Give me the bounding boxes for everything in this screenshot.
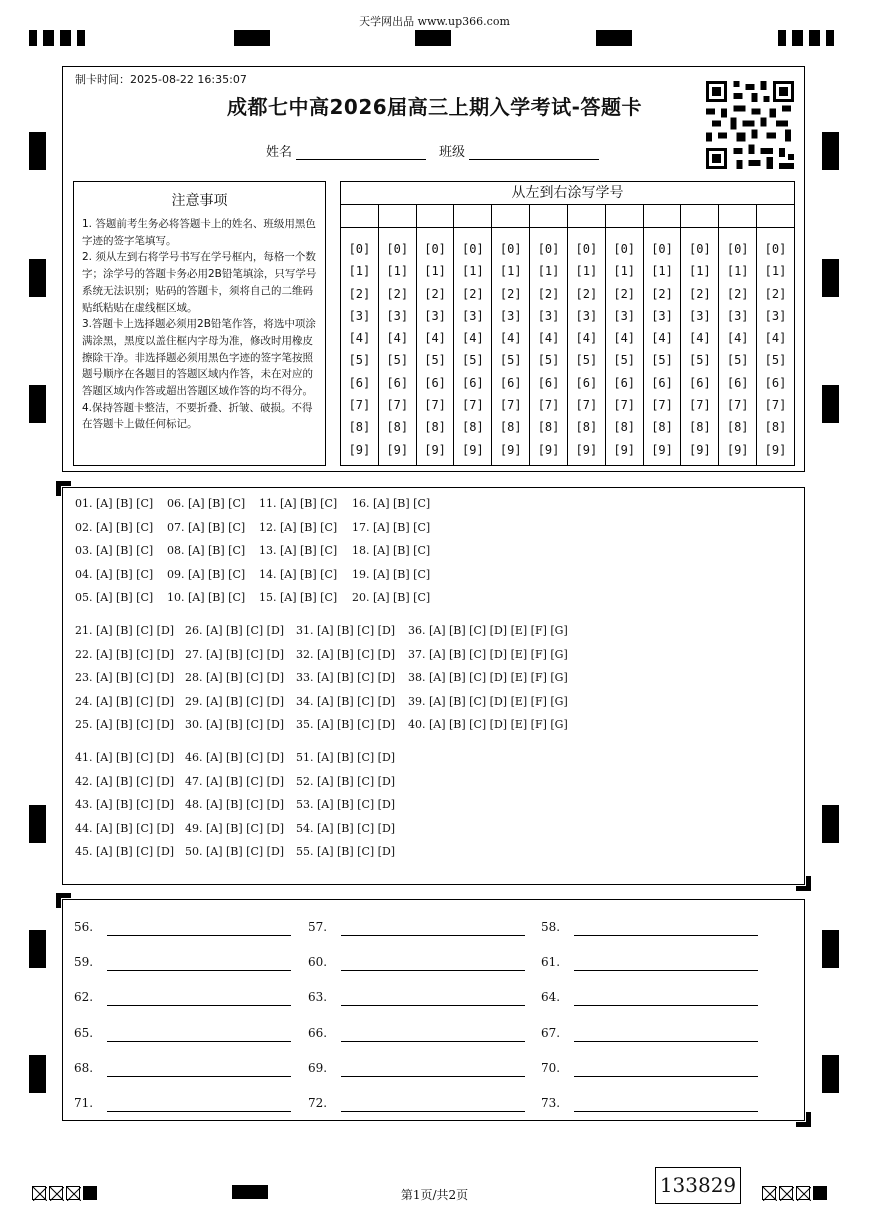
digit-bubble[interactable]: [7] [348, 398, 371, 413]
digit-bubble[interactable]: [4] [537, 331, 560, 346]
student-id-write-cell[interactable] [719, 205, 756, 228]
digit-bubble[interactable]: [0] [689, 242, 711, 256]
digit-bubble[interactable]: [7] [386, 398, 409, 413]
digit-bubble[interactable]: [4] [613, 331, 636, 346]
fill-in-answer-line[interactable] [574, 1005, 758, 1006]
digit-bubble[interactable]: [9] [575, 442, 598, 457]
class-line[interactable] [469, 143, 599, 160]
fill-in-answer-line[interactable] [341, 1005, 525, 1006]
choice-question[interactable]: 42. [A] [B] [C] [D] [75, 774, 175, 788]
choice-question[interactable]: 06. [A] [B] [C] [167, 497, 246, 510]
side-mark [822, 132, 839, 170]
digit-bubble[interactable]: [2] [462, 286, 484, 301]
digit-bubble[interactable]: [1] [575, 264, 598, 279]
digit-bubble[interactable]: [7] [499, 398, 522, 413]
student-id-write-cell[interactable] [530, 205, 567, 228]
digit-bubble[interactable]: [0] [726, 242, 749, 256]
timing-marks-top-right [778, 30, 834, 46]
student-id-column [681, 205, 719, 465]
digit-bubble[interactable]: [1] [424, 264, 446, 279]
choice-question[interactable]: 53. [A] [B] [C] [D] [296, 798, 396, 811]
digit-bubble[interactable]: [0] [348, 242, 371, 256]
fill-in-answer-line[interactable] [107, 1111, 291, 1112]
fill-in-answer-line[interactable] [107, 1076, 291, 1077]
note-item: 4.保持答题卡整洁，不要折叠、折皱、破损。不得在答题卡上做任何标记。 [82, 401, 313, 431]
digit-bubble[interactable]: [5] [613, 353, 636, 368]
digit-bubble[interactable]: [1] [386, 264, 409, 279]
digit-bubble[interactable]: [2] [613, 286, 636, 301]
digit-bubble[interactable]: [1] [764, 264, 787, 279]
choice-question[interactable]: 07. [A] [B] [C] [167, 520, 246, 534]
digit-bubble[interactable]: [4] [689, 331, 711, 346]
digit-bubble[interactable]: [9] [462, 442, 484, 457]
digit-bubble[interactable]: [1] [499, 264, 522, 279]
fill-in-number: 61. [541, 955, 561, 970]
digit-bubble[interactable]: [2] [499, 286, 522, 301]
fill-in-number: 72. [308, 1096, 328, 1110]
digit-bubble[interactable]: [9] [348, 442, 371, 457]
fill-in-answer-line[interactable] [574, 1041, 758, 1042]
x-box-icon [779, 1186, 793, 1200]
digit-bubble[interactable]: [7] [424, 398, 446, 413]
choice-question[interactable]: 31. [A] [B] [C] [D] [296, 624, 396, 637]
digit-bubble[interactable]: [0] [424, 242, 446, 256]
fill-in-number: 59. [74, 955, 94, 970]
fill-in-section [62, 899, 805, 1121]
choice-question[interactable]: 47. [A] [B] [C] [D] [185, 774, 285, 788]
choice-question[interactable]: 18. [A] [B] [C] [352, 544, 431, 557]
side-mark [29, 385, 46, 423]
digit-bubbles [341, 238, 378, 461]
choice-question[interactable]: 40. [A] [B] [C] [D] [E] [F] [G] [408, 718, 568, 731]
digit-bubble[interactable]: [9] [764, 442, 787, 457]
fill-in-number: 57. [308, 920, 328, 934]
choice-question[interactable]: 35. [A] [B] [C] [D] [296, 718, 396, 731]
digit-bubble[interactable]: [8] [348, 420, 371, 435]
student-id-column [379, 205, 417, 465]
digit-bubble[interactable]: [2] [764, 286, 787, 301]
choice-question[interactable]: 20. [A] [B] [C] [352, 591, 431, 604]
digit-bubble[interactable]: [6] [726, 375, 749, 390]
choice-question[interactable]: 41. [A] [B] [C] [D] [75, 751, 175, 764]
fill-in-answer-line[interactable] [574, 935, 758, 936]
digit-bubble[interactable]: [2] [689, 286, 711, 301]
digit-bubble[interactable]: [2] [348, 286, 371, 301]
fill-in-number: 69. [308, 1060, 328, 1075]
note-item: 3.答题卡上选择题必须用2B铅笔作答，将选中项涂满涂黑，黑度以盖住框内字母为准，修改时用橡皮擦除干净。非选择题必须用黑色字迹的签字笔按照题号顺序在各题目的答题区域内作答，未在对应的答题区域内作答或超出答题区域作答的均不得分。 [82, 318, 316, 398]
digit-bubble[interactable]: [6] [424, 375, 446, 390]
side-mark [822, 385, 839, 423]
digit-bubble[interactable]: [8] [726, 420, 749, 435]
digit-bubbles [568, 238, 605, 461]
student-id-column [417, 205, 455, 465]
digit-bubble[interactable]: [3] [689, 308, 711, 323]
choice-question[interactable]: 34. [A] [B] [C] [D] [296, 694, 396, 708]
choice-question[interactable]: 29. [A] [B] [C] [D] [185, 694, 285, 708]
digit-bubble[interactable]: [6] [613, 375, 636, 390]
digit-bubble[interactable]: [4] [462, 331, 484, 346]
digit-bubble[interactable]: [6] [764, 375, 787, 390]
student-id-write-cell[interactable] [454, 205, 491, 228]
note-item: 1. 答题前考生务必将答题卡上的姓名、班级用黑色字迹的签字笔填写。 [82, 218, 316, 247]
side-mark [29, 1055, 46, 1093]
digit-bubble[interactable]: [9] [726, 442, 749, 457]
fill-in-answer-line[interactable] [574, 1076, 758, 1077]
digit-bubble[interactable]: [5] [348, 353, 371, 368]
choice-question[interactable]: 21. [A] [B] [C] [D] [75, 624, 175, 637]
choice-question[interactable]: 45. [A] [B] [C] [D] [75, 845, 175, 858]
fill-in-number: 62. [74, 990, 94, 1005]
digit-bubble[interactable]: [8] [462, 420, 484, 435]
digit-bubble[interactable]: [9] [689, 442, 711, 457]
choice-question[interactable]: 52. [A] [B] [C] [D] [296, 774, 396, 788]
digit-bubble[interactable]: [3] [537, 308, 560, 323]
digit-bubble[interactable]: [5] [575, 353, 598, 368]
digit-bubble[interactable]: [9] [613, 442, 636, 457]
fill-in-number: 64. [541, 990, 561, 1005]
digit-bubble[interactable]: [2] [575, 286, 598, 301]
x-box-icon [762, 1186, 776, 1200]
qr-code-icon [706, 81, 794, 169]
timing-mark [234, 30, 270, 46]
notes-box [73, 181, 326, 466]
class-label: 班级 [439, 145, 466, 160]
choice-question[interactable]: 12. [A] [B] [C] [259, 520, 338, 534]
side-mark [822, 930, 839, 968]
side-mark [29, 930, 46, 968]
digit-bubble[interactable]: [3] [462, 308, 484, 323]
digit-bubble[interactable]: [4] [651, 331, 673, 346]
made-time: 制卡时间：2025-08-22 16:35:07 [75, 73, 247, 86]
digit-bubble[interactable]: [2] [651, 286, 673, 301]
fill-in-answer-line[interactable] [107, 970, 291, 971]
digit-bubble[interactable]: [1] [726, 264, 749, 279]
digit-bubble[interactable]: [1] [348, 264, 371, 279]
digit-bubbles [530, 238, 567, 461]
digit-bubble[interactable]: [7] [537, 398, 560, 413]
choice-question[interactable]: 01. [A] [B] [C] [75, 497, 154, 510]
choice-question[interactable]: 49. [A] [B] [C] [D] [185, 821, 285, 835]
footer-marks-right [762, 1185, 827, 1204]
digit-bubble[interactable]: [3] [499, 308, 522, 323]
digit-bubble[interactable]: [2] [386, 286, 409, 301]
choice-question[interactable]: 17. [A] [B] [C] [352, 520, 431, 534]
digit-bubbles [492, 238, 529, 461]
student-id-write-cell[interactable] [568, 205, 605, 228]
digit-bubble[interactable]: [8] [764, 420, 787, 435]
digit-bubble[interactable]: [8] [537, 420, 560, 435]
digit-bubble[interactable]: [9] [386, 442, 409, 457]
digit-bubble[interactable]: [0] [386, 242, 409, 256]
digit-bubble[interactable]: [6] [689, 375, 711, 390]
choice-question[interactable]: 55. [A] [B] [C] [D] [296, 845, 396, 858]
corner-mark [56, 893, 61, 908]
timing-marks-top-left [29, 30, 85, 46]
digit-bubble[interactable]: [2] [537, 286, 560, 301]
digit-bubble[interactable]: [1] [651, 264, 673, 279]
digit-bubble[interactable]: [9] [499, 442, 522, 457]
note-item: 2. 须从左到右将学号书写在学号框内，每格一个数字；涂学号的答题卡务必用2B铅笔填涂，只写学号系统无法识别；贴码的答题卡，须将自己的二维码贴纸粘贴在虚线框区域。 [82, 251, 317, 314]
fill-in-number: 58. [541, 920, 561, 934]
student-id-write-cell[interactable] [379, 205, 416, 228]
side-mark [29, 132, 46, 170]
digit-bubble[interactable]: [2] [726, 286, 749, 301]
digit-bubble[interactable]: [8] [689, 420, 711, 435]
digit-bubble[interactable]: [7] [764, 398, 787, 413]
fill-in-number: 67. [541, 1025, 561, 1040]
digit-bubble[interactable]: [7] [689, 398, 711, 413]
choice-question[interactable]: 02. [A] [B] [C] [75, 520, 154, 534]
digit-bubble[interactable]: [5] [764, 353, 787, 368]
digit-bubble[interactable]: [4] [575, 331, 598, 346]
choice-question[interactable]: 48. [A] [B] [C] [D] [185, 798, 285, 811]
fill-in-number: 70. [541, 1060, 561, 1075]
digit-bubble[interactable]: [4] [348, 331, 371, 346]
fill-in-answer-line[interactable] [574, 1111, 758, 1112]
fill-in-number: 63. [308, 990, 328, 1005]
digit-bubble[interactable]: [1] [689, 264, 711, 279]
digit-bubble[interactable]: [0] [651, 242, 673, 256]
choice-question[interactable]: 08. [A] [B] [C] [167, 544, 246, 557]
choice-question[interactable]: 51. [A] [B] [C] [D] [296, 751, 396, 764]
student-id-write-cell[interactable] [757, 205, 794, 228]
digit-bubble[interactable]: [8] [424, 420, 446, 435]
digit-bubble[interactable]: [5] [726, 353, 749, 368]
digit-bubble[interactable]: [5] [386, 353, 409, 368]
choice-question[interactable]: 30. [A] [B] [C] [D] [185, 718, 285, 731]
digit-bubble[interactable]: [6] [462, 375, 484, 390]
choice-question[interactable]: 15. [A] [B] [C] [259, 591, 338, 604]
digit-bubble[interactable]: [3] [348, 308, 371, 323]
choice-question[interactable]: 09. [A] [B] [C] [167, 567, 246, 581]
choice-question[interactable]: 24. [A] [B] [C] [D] [75, 694, 175, 708]
student-id-column [530, 205, 568, 465]
fill-in-number: 71. [74, 1096, 94, 1110]
watermark-text: 天学网出品 www.up366.com [359, 15, 510, 28]
fill-in-number: 66. [308, 1025, 328, 1040]
student-id-write-cell[interactable] [606, 205, 643, 228]
digit-bubble[interactable]: [6] [651, 375, 673, 390]
digit-bubble[interactable]: [5] [499, 353, 522, 368]
digit-bubbles [757, 238, 794, 461]
digit-bubble[interactable]: [6] [386, 375, 409, 390]
digit-bubble[interactable]: [9] [651, 442, 673, 457]
digit-bubble[interactable]: [8] [499, 420, 522, 435]
digit-bubble[interactable]: [4] [499, 331, 522, 346]
digit-bubble[interactable]: [8] [613, 420, 636, 435]
digit-bubble[interactable]: [8] [575, 420, 598, 435]
digit-bubble[interactable]: [3] [651, 308, 673, 323]
side-mark [822, 259, 839, 297]
class-field[interactable] [439, 141, 599, 160]
choice-question[interactable]: 32. [A] [B] [C] [D] [296, 647, 396, 661]
digit-bubble[interactable]: [3] [764, 308, 787, 323]
choice-question[interactable]: 03. [A] [B] [C] [75, 544, 154, 557]
choice-question[interactable]: 37. [A] [B] [C] [D] [E] [F] [G] [408, 647, 568, 661]
digit-bubble[interactable]: [0] [575, 242, 598, 256]
digit-bubble[interactable]: [3] [613, 308, 636, 323]
digit-bubble[interactable]: [3] [726, 308, 749, 323]
digit-bubble[interactable]: [5] [651, 353, 673, 368]
student-id-column [341, 205, 379, 465]
student-id-column [492, 205, 530, 465]
student-id-column [644, 205, 682, 465]
corner-mark [806, 1112, 811, 1127]
student-id-write-cell[interactable] [644, 205, 681, 228]
choice-question[interactable]: 14. [A] [B] [C] [259, 567, 338, 581]
digit-bubble[interactable]: [5] [424, 353, 446, 368]
digit-bubble[interactable]: [7] [651, 398, 673, 413]
student-id-column [757, 205, 794, 465]
digit-bubble[interactable]: [7] [462, 398, 484, 413]
student-id-column [606, 205, 644, 465]
digit-bubble[interactable]: [8] [651, 420, 673, 435]
choice-question[interactable]: 04. [A] [B] [C] [75, 567, 154, 581]
side-mark [29, 805, 46, 843]
fill-in-number: 60. [308, 955, 328, 970]
digit-bubble[interactable]: [9] [537, 442, 560, 457]
student-id-title: 从左到右涂写学号 [341, 182, 794, 205]
card-code: 133829 [655, 1167, 741, 1204]
corner-mark [56, 481, 61, 496]
digit-bubble[interactable]: [0] [499, 242, 522, 256]
digit-bubble[interactable]: [0] [537, 242, 560, 256]
choice-section [62, 487, 805, 885]
choice-question[interactable]: 50. [A] [B] [C] [D] [185, 845, 285, 858]
fill-in-answer-line[interactable] [107, 1041, 291, 1042]
choice-question[interactable]: 25. [A] [B] [C] [D] [75, 718, 175, 731]
page-title: 成都七中高2026届高三上期入学考试-答题卡 [227, 95, 642, 119]
fill-in-answer-line[interactable] [107, 935, 291, 936]
student-id-grid [341, 205, 794, 465]
choice-question[interactable]: 11. [A] [B] [C] [259, 497, 338, 510]
choice-question[interactable]: 05. [A] [B] [C] [75, 591, 154, 604]
digit-bubble[interactable]: [0] [462, 242, 484, 256]
student-id-column [719, 205, 757, 465]
choice-question[interactable]: 10. [A] [B] [C] [167, 591, 246, 604]
header-section [62, 66, 805, 472]
fill-in-answer-line[interactable] [574, 970, 758, 971]
name-label: 姓名 [266, 145, 293, 160]
timing-mark [415, 30, 451, 46]
digit-bubbles [417, 238, 454, 461]
digit-bubble[interactable]: [6] [575, 375, 598, 390]
student-id-write-cell[interactable] [681, 205, 718, 228]
choice-question[interactable]: 38. [A] [B] [C] [D] [E] [F] [G] [408, 671, 568, 684]
digit-bubble[interactable]: [3] [386, 308, 409, 323]
digit-bubble[interactable]: [1] [537, 264, 560, 279]
fill-in-number: 73. [541, 1096, 561, 1110]
fill-in-answer-line[interactable] [107, 1005, 291, 1006]
digit-bubbles [719, 238, 756, 461]
x-box-icon [796, 1186, 810, 1200]
digit-bubble[interactable]: [2] [424, 286, 446, 301]
digit-bubbles [379, 238, 416, 461]
digit-bubble[interactable]: [5] [689, 353, 711, 368]
choice-question[interactable]: 54. [A] [B] [C] [D] [296, 821, 396, 835]
digit-bubble[interactable]: [7] [726, 398, 749, 413]
choice-question[interactable]: 44. [A] [B] [C] [D] [75, 821, 175, 835]
fill-in-number: 65. [74, 1025, 94, 1040]
student-id-box [340, 181, 795, 466]
choice-question[interactable]: 16. [A] [B] [C] [352, 497, 431, 510]
choice-question[interactable]: 46. [A] [B] [C] [D] [185, 751, 285, 764]
student-id-column [568, 205, 606, 465]
page-number: 第1页/共2页 [400, 1188, 469, 1202]
choice-question[interactable]: 23. [A] [B] [C] [D] [75, 671, 175, 684]
digit-bubbles [644, 238, 681, 461]
choice-question[interactable]: 13. [A] [B] [C] [259, 544, 338, 557]
name-field[interactable] [266, 141, 426, 160]
timing-mark [596, 30, 632, 46]
choice-question[interactable]: 26. [A] [B] [C] [D] [185, 624, 285, 637]
digit-bubble[interactable]: [7] [575, 398, 598, 413]
digit-bubble[interactable]: [4] [386, 331, 409, 346]
digit-bubble[interactable]: [5] [537, 353, 560, 368]
fill-in-number: 56. [74, 920, 94, 934]
digit-bubble[interactable]: [7] [613, 398, 636, 413]
filled-box-icon [813, 1186, 827, 1200]
choice-question[interactable]: 39. [A] [B] [C] [D] [E] [F] [G] [408, 694, 568, 708]
digit-bubble[interactable]: [8] [386, 420, 409, 435]
choice-question[interactable]: 27. [A] [B] [C] [D] [185, 647, 285, 661]
fill-in-answer-line[interactable] [341, 970, 525, 971]
digit-bubble[interactable]: [0] [613, 242, 636, 256]
name-line[interactable] [296, 143, 426, 160]
fill-in-answer-line[interactable] [341, 935, 525, 936]
fill-in-answer-line[interactable] [341, 1076, 525, 1077]
digit-bubbles [681, 238, 718, 461]
digit-bubble[interactable]: [6] [499, 375, 522, 390]
digit-bubble[interactable]: [1] [613, 264, 636, 279]
digit-bubbles [606, 238, 643, 461]
fill-in-answer-line[interactable] [341, 1111, 525, 1112]
choice-question[interactable]: 28. [A] [B] [C] [D] [185, 671, 285, 684]
fill-in-number: 68. [74, 1060, 94, 1075]
student-id-write-cell[interactable] [417, 205, 454, 228]
digit-bubble[interactable]: [9] [424, 442, 446, 457]
choice-question[interactable]: 43. [A] [B] [C] [D] [75, 798, 175, 811]
fill-in-answer-line[interactable] [341, 1041, 525, 1042]
choice-question[interactable]: 19. [A] [B] [C] [352, 567, 431, 581]
side-mark [29, 259, 46, 297]
digit-bubble[interactable]: [6] [537, 375, 560, 390]
digit-bubble[interactable]: [0] [764, 242, 787, 256]
digit-bubble[interactable]: [6] [348, 375, 371, 390]
digit-bubble[interactable]: [3] [424, 308, 446, 323]
student-id-column [454, 205, 492, 465]
side-mark [822, 1055, 839, 1093]
choice-question[interactable]: 22. [A] [B] [C] [D] [75, 647, 175, 661]
student-id-write-cell[interactable] [492, 205, 529, 228]
student-id-write-cell[interactable] [341, 205, 378, 228]
choice-question[interactable]: 33. [A] [B] [C] [D] [296, 671, 396, 684]
digit-bubble[interactable]: [4] [424, 331, 446, 346]
digit-bubbles [454, 238, 491, 461]
digit-bubble[interactable]: [3] [575, 308, 598, 323]
digit-bubble[interactable]: [1] [462, 264, 484, 279]
notes-title: 注意事项 [171, 193, 228, 209]
digit-bubble[interactable]: [5] [462, 353, 484, 368]
corner-mark [806, 876, 811, 891]
side-mark [822, 805, 839, 843]
choice-question[interactable]: 36. [A] [B] [C] [D] [E] [F] [G] [408, 624, 568, 637]
digit-bubble[interactable]: [4] [764, 331, 787, 346]
digit-bubble[interactable]: [4] [726, 331, 749, 346]
